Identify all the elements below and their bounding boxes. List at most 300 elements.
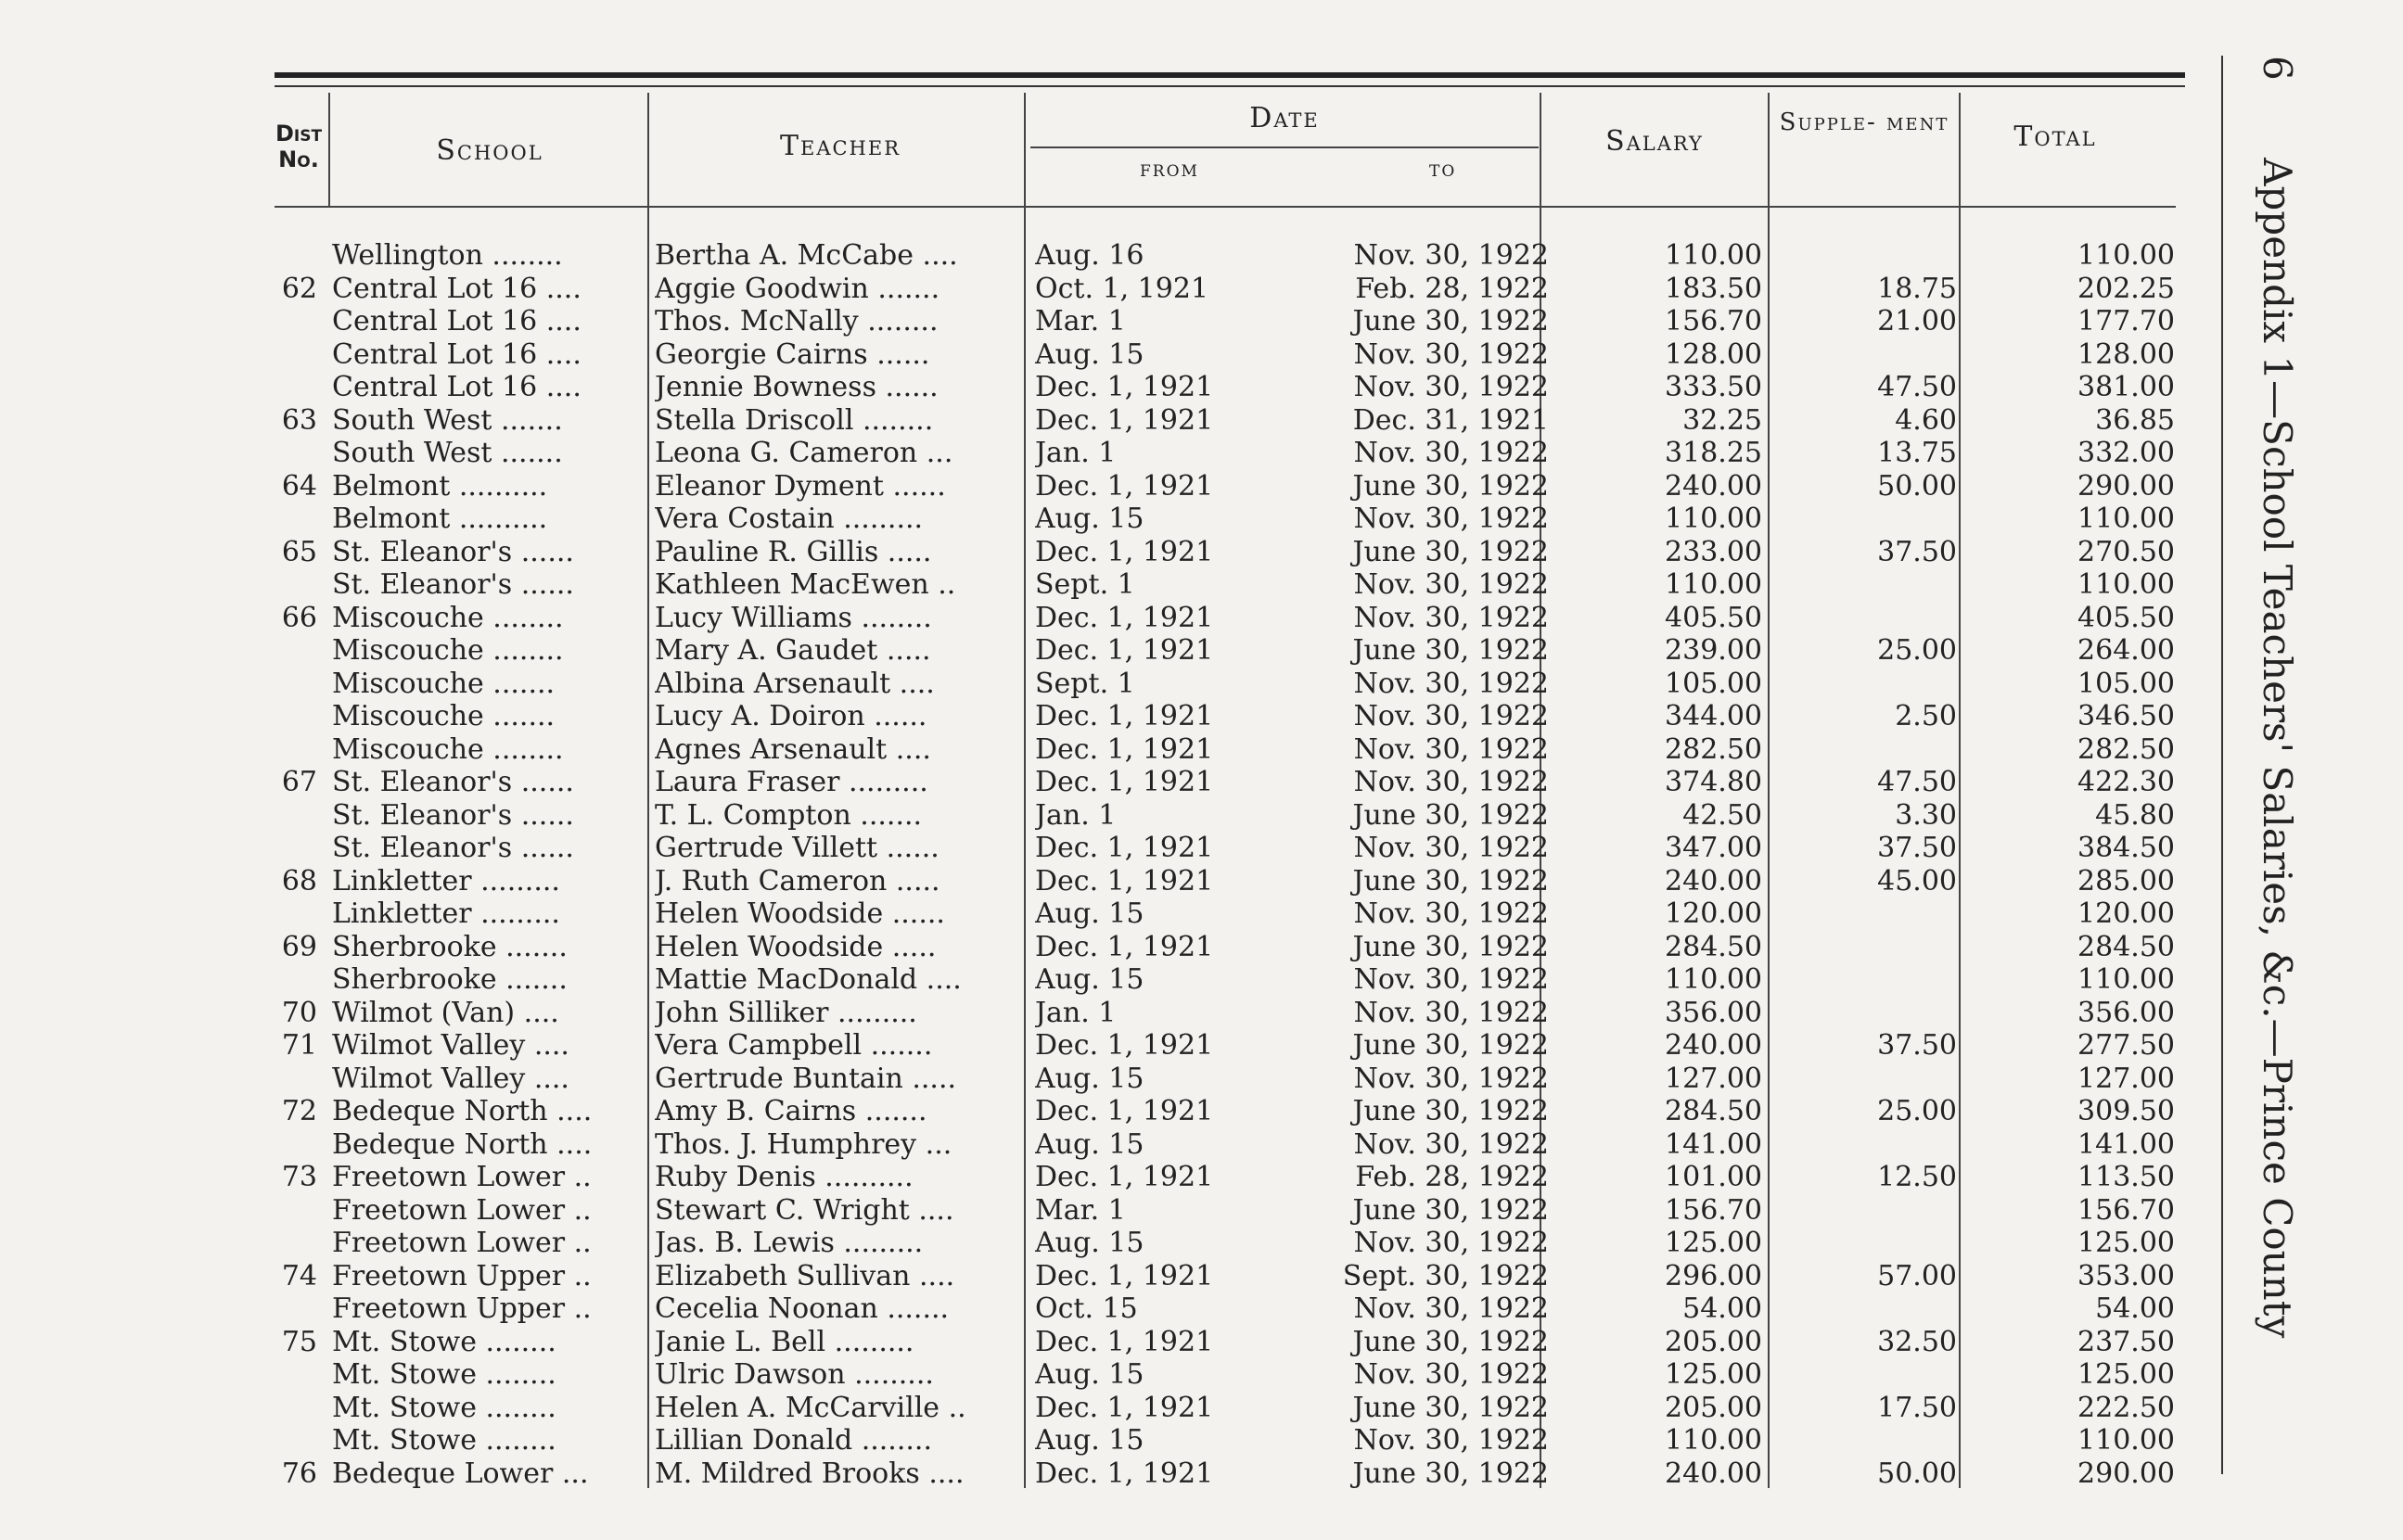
cell-salary: 240.00 [1665,469,1762,503]
cell-salary: 356.00 [1665,996,1762,1029]
cell-school: Mt. Stowe ........ [332,1358,556,1391]
cell-school: Belmont .......... [332,469,548,503]
cell-date-to: Nov. 30, 1922 [1353,568,1549,601]
cell-school: Wilmot Valley .... [332,1062,569,1095]
cell-school: Mt. Stowe ........ [332,1424,556,1457]
cell-salary: 110.00 [1665,1424,1762,1457]
cell-teacher: Gertrude Villett ...... [655,832,939,864]
cell-school: Miscouche ....... [332,700,556,732]
cell-salary: 282.50 [1665,732,1762,766]
cell-salary: 344.00 [1665,700,1762,732]
cell-date-from: Jan. 1 [1035,798,1117,832]
cell-school: South West ....... [332,437,563,469]
header-bottom-rule [275,206,2176,208]
cell-total: 381.00 [2077,371,2175,403]
cell-supplement: 37.50 [1877,832,1957,864]
cell-salary: 110.00 [1665,568,1762,601]
cell-supplement: 2.50 [1895,700,1957,732]
cell-date-from: Dec. 1, 1921 [1035,930,1214,963]
cell-date-from: Dec. 1, 1921 [1035,469,1214,503]
cell-date-from: Aug. 15 [1035,1062,1144,1095]
cell-dist-no: 73 [281,1161,317,1193]
cell-date-to: June 30, 1922 [1352,535,1549,568]
cell-supplement: 32.50 [1877,1325,1957,1358]
cell-total: 110.00 [2077,963,2175,996]
cell-school: Central Lot 16 .... [332,371,582,403]
cell-date-to: Nov. 30, 1922 [1353,601,1549,634]
cell-date-to: Nov. 30, 1922 [1353,732,1549,766]
cell-teacher: Mary A. Gaudet ..... [655,634,931,667]
cell-dist-no: 66 [281,601,317,634]
cell-teacher: Gertrude Buntain ..... [655,1062,957,1095]
table-row [0,1358,2226,1391]
cell-date-to: Dec. 31, 1921 [1352,403,1549,437]
cell-teacher: Mattie MacDonald .... [655,963,962,996]
cell-dist-no: 71 [281,1029,317,1062]
cell-salary: 183.50 [1665,272,1762,305]
cell-school: Freetown Lower .. [332,1227,592,1259]
cell-school: Freetown Upper .. [332,1292,592,1325]
cell-salary: 110.00 [1665,963,1762,996]
cell-salary: 156.70 [1665,1193,1762,1227]
header-salary: Salary [1605,125,1704,158]
cell-teacher: Agnes Arsenault .... [655,732,931,766]
cell-school: Sherbrooke ....... [332,963,568,996]
cell-salary: 101.00 [1665,1161,1762,1193]
cell-school: South West ....... [332,403,563,437]
cell-supplement: 37.50 [1877,535,1957,568]
table-row [0,634,2226,667]
cell-supplement: 45.00 [1877,864,1957,897]
cell-salary: 32.25 [1682,403,1762,437]
cell-date-to: June 30, 1922 [1352,1325,1549,1358]
cell-date-to: June 30, 1922 [1352,1193,1549,1227]
cell-school: Freetown Upper .. [332,1259,592,1292]
cell-date-to: June 30, 1922 [1352,864,1549,897]
cell-date-to: Nov. 30, 1922 [1353,832,1549,864]
cell-teacher: Thos. McNally ........ [655,305,939,337]
cell-teacher: Lucy Williams ........ [655,601,932,634]
table-row [0,239,2226,272]
cell-date-to: Nov. 30, 1922 [1353,766,1549,798]
table-row [0,305,2226,337]
cell-total: 356.00 [2077,996,2175,1029]
cell-date-to: June 30, 1922 [1352,305,1549,337]
cell-date-from: Dec. 1, 1921 [1035,1259,1214,1292]
cell-school: St. Eleanor's ...... [332,568,574,601]
cell-school: Mt. Stowe ........ [332,1325,556,1358]
cell-date-from: Dec. 1, 1921 [1035,1325,1214,1358]
cell-date-to: Sept. 30, 1922 [1342,1259,1549,1292]
cell-date-from: Aug. 15 [1035,1127,1144,1161]
header-total: Total [2013,121,2097,153]
cell-date-from: Aug. 15 [1035,897,1144,930]
cell-teacher: Laura Fraser ......... [655,766,928,798]
cell-teacher: Janie L. Bell ......... [655,1325,914,1358]
top-thin-rule [275,85,2185,87]
cell-teacher: Vera Campbell ....... [655,1029,933,1062]
cell-dist-no: 67 [281,766,317,798]
cell-date-to: June 30, 1922 [1352,1095,1549,1127]
cell-salary: 156.70 [1665,305,1762,337]
cell-salary: 296.00 [1665,1259,1762,1292]
cell-supplement: 25.00 [1877,634,1957,667]
cell-teacher: Bertha A. McCabe .... [655,239,958,272]
cell-school: Freetown Lower .. [332,1193,592,1227]
cell-total: 202.25 [2077,272,2175,305]
cell-total: 290.00 [2077,469,2175,503]
cell-total: 222.50 [2077,1391,2175,1424]
cell-total: 332.00 [2077,437,2175,469]
cell-date-to: Nov. 30, 1922 [1353,371,1549,403]
cell-date-from: Sept. 1 [1035,667,1135,700]
table-row [0,1457,2226,1490]
cell-date-to: Feb. 28, 1922 [1355,272,1549,305]
cell-school: St. Eleanor's ...... [332,766,574,798]
cell-dist-no: 62 [281,272,317,305]
table-row [0,437,2226,469]
cell-school: Linkletter ......... [332,864,560,897]
cell-supplement: 57.00 [1877,1259,1957,1292]
cell-total: 113.50 [2077,1161,2175,1193]
table-row [0,602,2226,634]
cell-salary: 125.00 [1665,1358,1762,1391]
cell-date-from: Oct. 1, 1921 [1035,272,1209,305]
cell-school: St. Eleanor's ...... [332,832,574,864]
header-date: Date [1249,102,1320,134]
cell-total: 353.00 [2077,1259,2175,1292]
cell-date-from: Dec. 1, 1921 [1035,1029,1214,1062]
cell-date-from: Dec. 1, 1921 [1035,403,1214,437]
cell-teacher: Ulric Dawson ......... [655,1358,934,1391]
cell-salary: 374.80 [1665,766,1762,798]
table-row [0,897,2226,930]
cell-teacher: Elizabeth Sullivan .... [655,1259,955,1292]
cell-teacher: T. L. Compton ....... [655,798,923,832]
header-dist-no: Dist No. [275,121,323,172]
cell-date-from: Dec. 1, 1921 [1035,864,1214,897]
cell-total: 105.00 [2077,667,2175,700]
cell-salary: 239.00 [1665,634,1762,667]
cell-school: St. Eleanor's ...... [332,535,574,568]
cell-teacher: Helen Woodside ...... [655,897,945,930]
cell-total: 110.00 [2077,239,2175,272]
cell-school: Central Lot 16 .... [332,272,582,305]
cell-salary: 120.00 [1665,897,1762,930]
cell-salary: 127.00 [1665,1062,1762,1095]
cell-date-to: June 30, 1922 [1352,1457,1549,1490]
header-school: School [436,134,543,167]
cell-dist-no: 65 [281,535,317,568]
cell-date-from: Aug. 15 [1035,1424,1144,1457]
table-row [0,568,2226,601]
cell-teacher: Helen Woodside ..... [655,930,937,963]
cell-date-from: Dec. 1, 1921 [1035,766,1214,798]
cell-date-to: Nov. 30, 1922 [1353,996,1549,1029]
cell-date-to: Nov. 30, 1922 [1353,700,1549,732]
cell-dist-no: 70 [281,996,317,1029]
cell-date-from: Aug. 16 [1035,239,1144,272]
running-head [2255,56,2300,1502]
side-margin-rule [2221,56,2223,1474]
cell-school: Wilmot Valley .... [332,1029,569,1062]
cell-teacher: Stella Driscoll ........ [655,403,934,437]
cell-total: 264.00 [2077,634,2175,667]
table-row [0,371,2226,403]
cell-date-from: Dec. 1, 1921 [1035,1161,1214,1193]
cell-dist-no: 69 [281,930,317,963]
cell-total: 54.00 [2095,1292,2175,1325]
cell-dist-no: 75 [281,1325,317,1358]
cell-school: Miscouche ....... [332,667,556,700]
cell-date-from: Oct. 15 [1035,1292,1138,1325]
cell-salary: 284.50 [1665,1095,1762,1127]
cell-teacher: J. Ruth Cameron ..... [655,864,940,897]
cell-total: 405.50 [2077,601,2175,634]
table-row [0,865,2226,897]
cell-total: 110.00 [2077,503,2175,535]
cell-teacher: Vera Costain ......... [655,503,924,535]
cell-date-to: Nov. 30, 1922 [1353,1292,1549,1325]
cell-date-from: Jan. 1 [1035,996,1117,1029]
cell-school: Belmont .......... [332,503,548,535]
table-row [0,931,2226,963]
cell-school: Freetown Lower .. [332,1161,592,1193]
cell-supplement: 13.75 [1877,437,1957,469]
cell-date-from: Dec. 1, 1921 [1035,1095,1214,1127]
cell-salary: 105.00 [1665,667,1762,700]
cell-total: 285.00 [2077,864,2175,897]
cell-total: 125.00 [2077,1358,2175,1391]
table-row [0,1161,2226,1193]
cell-supplement: 12.50 [1877,1161,1957,1193]
cell-date-from: Aug. 15 [1035,337,1144,371]
cell-date-from: Dec. 1, 1921 [1035,634,1214,667]
cell-salary: 405.50 [1665,601,1762,634]
cell-date-to: June 30, 1922 [1352,1029,1549,1062]
cell-supplement: 50.00 [1877,469,1957,503]
table-row [0,273,2226,305]
cell-total: 110.00 [2077,1424,2175,1457]
cell-date-to: Nov. 30, 1922 [1353,503,1549,535]
cell-teacher: Stewart C. Wright .... [655,1193,954,1227]
cell-salary: 284.50 [1665,930,1762,963]
cell-supplement: 37.50 [1877,1029,1957,1062]
cell-school: Central Lot 16 .... [332,305,582,337]
header-date-from: from [1140,156,1199,182]
cell-total: 422.30 [2077,766,2175,798]
cell-salary: 205.00 [1665,1325,1762,1358]
cell-date-to: Nov. 30, 1922 [1353,1358,1549,1391]
cell-date-from: Dec. 1, 1921 [1035,371,1214,403]
table-row [0,1194,2226,1227]
cell-total: 127.00 [2077,1062,2175,1095]
table-row [0,503,2226,535]
cell-date-from: Dec. 1, 1921 [1035,535,1214,568]
cell-date-to: June 30, 1922 [1352,634,1549,667]
cell-salary: 110.00 [1665,503,1762,535]
table-row [0,733,2226,766]
table-row [0,832,2226,864]
divider-dist [328,93,330,206]
cell-date-to: June 30, 1922 [1352,930,1549,963]
cell-teacher: John Silliker ......... [655,996,917,1029]
cell-teacher: Jennie Bowness ...... [655,371,939,403]
cell-date-from: Aug. 15 [1035,963,1144,996]
cell-date-from: Dec. 1, 1921 [1035,832,1214,864]
cell-total: 128.00 [2077,337,2175,371]
table-row [0,700,2226,732]
cell-total: 384.50 [2077,832,2175,864]
cell-date-to: Nov. 30, 1922 [1353,1062,1549,1095]
cell-date-from: Mar. 1 [1035,305,1126,337]
cell-date-to: June 30, 1922 [1352,798,1549,832]
cell-teacher: Albina Arsenault .... [655,667,935,700]
table-row [0,963,2226,996]
cell-salary: 233.00 [1665,535,1762,568]
cell-total: 346.50 [2077,700,2175,732]
cell-supplement: 21.00 [1877,305,1957,337]
table-row [0,799,2226,832]
date-subheader-rule [1030,146,1539,148]
cell-teacher: Georgie Cairns ...... [655,337,930,371]
cell-school: Wilmot (Van) .... [332,996,559,1029]
cell-date-from: Aug. 15 [1035,503,1144,535]
header-date-to: to [1429,156,1457,182]
cell-teacher: Ruby Denis .......... [655,1161,914,1193]
table-row [0,1029,2226,1062]
table-row [0,997,2226,1029]
cell-date-to: Nov. 30, 1922 [1353,239,1549,272]
table-row [0,766,2226,798]
cell-date-to: Nov. 30, 1922 [1353,1127,1549,1161]
cell-total: 125.00 [2077,1227,2175,1259]
cell-teacher: Jas. B. Lewis ......... [655,1227,924,1259]
page-number: 6 [2255,56,2300,81]
cell-teacher: Kathleen MacEwen .. [655,568,956,601]
cell-teacher: Aggie Goodwin ....... [655,272,940,305]
cell-total: 277.50 [2077,1029,2175,1062]
cell-date-from: Dec. 1, 1921 [1035,700,1214,732]
table-row [0,1424,2226,1457]
cell-date-from: Dec. 1, 1921 [1035,732,1214,766]
top-thick-rule [275,72,2185,78]
cell-total: 282.50 [2077,732,2175,766]
cell-teacher: Amy B. Cairns ....... [655,1095,927,1127]
cell-teacher: Pauline R. Gillis ..... [655,535,932,568]
cell-school: Mt. Stowe ........ [332,1391,556,1424]
cell-date-to: June 30, 1922 [1352,469,1549,503]
cell-school: Wellington ........ [332,239,563,272]
cell-dist-no: 64 [281,469,317,503]
table-row [0,470,2226,503]
cell-total: 309.50 [2077,1095,2175,1127]
cell-date-from: Aug. 15 [1035,1358,1144,1391]
cell-dist-no: 74 [281,1259,317,1292]
table-row [0,1063,2226,1095]
cell-date-to: Nov. 30, 1922 [1353,963,1549,996]
cell-supplement: 17.50 [1877,1391,1957,1424]
cell-total: 45.80 [2095,798,2175,832]
cell-total: 120.00 [2077,897,2175,930]
cell-date-to: June 30, 1922 [1352,1391,1549,1424]
cell-salary: 347.00 [1665,832,1762,864]
cell-dist-no: 68 [281,864,317,897]
cell-salary: 54.00 [1682,1292,1762,1325]
cell-salary: 125.00 [1665,1227,1762,1259]
header-teacher: Teacher [779,130,901,162]
table-row [0,1128,2226,1161]
cell-salary: 110.00 [1665,239,1762,272]
cell-date-from: Dec. 1, 1921 [1035,1391,1214,1424]
cell-supplement: 18.75 [1877,272,1957,305]
table-row [0,536,2226,568]
cell-total: 110.00 [2077,568,2175,601]
cell-date-to: Nov. 30, 1922 [1353,337,1549,371]
cell-supplement: 47.50 [1877,766,1957,798]
cell-teacher: M. Mildred Brooks .... [655,1457,965,1490]
cell-teacher: Thos. J. Humphrey ... [655,1127,952,1161]
cell-school: Linkletter ......... [332,897,560,930]
cell-total: 284.50 [2077,930,2175,963]
cell-salary: 141.00 [1665,1127,1762,1161]
table-row [0,1326,2226,1358]
running-title: Appendix 1—School Teachers' Salaries, &c.—Prince County [2255,158,2300,1339]
cell-date-to: Nov. 30, 1922 [1353,1424,1549,1457]
cell-teacher: Helen A. McCarville .. [655,1391,966,1424]
table-row [0,1095,2226,1127]
cell-salary: 240.00 [1665,1029,1762,1062]
cell-school: Sherbrooke ....... [332,930,568,963]
cell-teacher: Eleanor Dyment ...... [655,469,946,503]
cell-school: Miscouche ........ [332,732,564,766]
cell-teacher: Lucy A. Doiron ...... [655,700,927,732]
cell-salary: 318.25 [1665,437,1762,469]
cell-school: Central Lot 16 .... [332,337,582,371]
cell-total: 141.00 [2077,1127,2175,1161]
cell-dist-no: 63 [281,403,317,437]
cell-date-to: Nov. 30, 1922 [1353,667,1549,700]
cell-school: Bedeque Lower ... [332,1457,589,1490]
cell-total: 237.50 [2077,1325,2175,1358]
table-row [0,338,2226,371]
cell-total: 270.50 [2077,535,2175,568]
cell-supplement: 3.30 [1895,798,1957,832]
cell-total: 36.85 [2095,403,2175,437]
table-row [0,1392,2226,1424]
cell-date-from: Sept. 1 [1035,568,1135,601]
cell-school: Miscouche ........ [332,634,564,667]
cell-date-to: Nov. 30, 1922 [1353,437,1549,469]
cell-total: 290.00 [2077,1457,2175,1490]
cell-supplement: 47.50 [1877,371,1957,403]
cell-date-from: Dec. 1, 1921 [1035,601,1214,634]
cell-teacher: Leona G. Cameron ... [655,437,953,469]
cell-date-to: Feb. 28, 1922 [1355,1161,1549,1193]
cell-salary: 240.00 [1665,864,1762,897]
cell-total: 156.70 [2077,1193,2175,1227]
cell-salary: 42.50 [1682,798,1762,832]
cell-salary: 205.00 [1665,1391,1762,1424]
table-row [0,404,2226,437]
cell-date-from: Jan. 1 [1035,437,1117,469]
cell-supplement: 50.00 [1877,1457,1957,1490]
table-row [0,1292,2226,1325]
cell-date-to: Nov. 30, 1922 [1353,897,1549,930]
cell-school: Miscouche ........ [332,601,564,634]
table-row [0,668,2226,700]
cell-date-to: Nov. 30, 1922 [1353,1227,1549,1259]
